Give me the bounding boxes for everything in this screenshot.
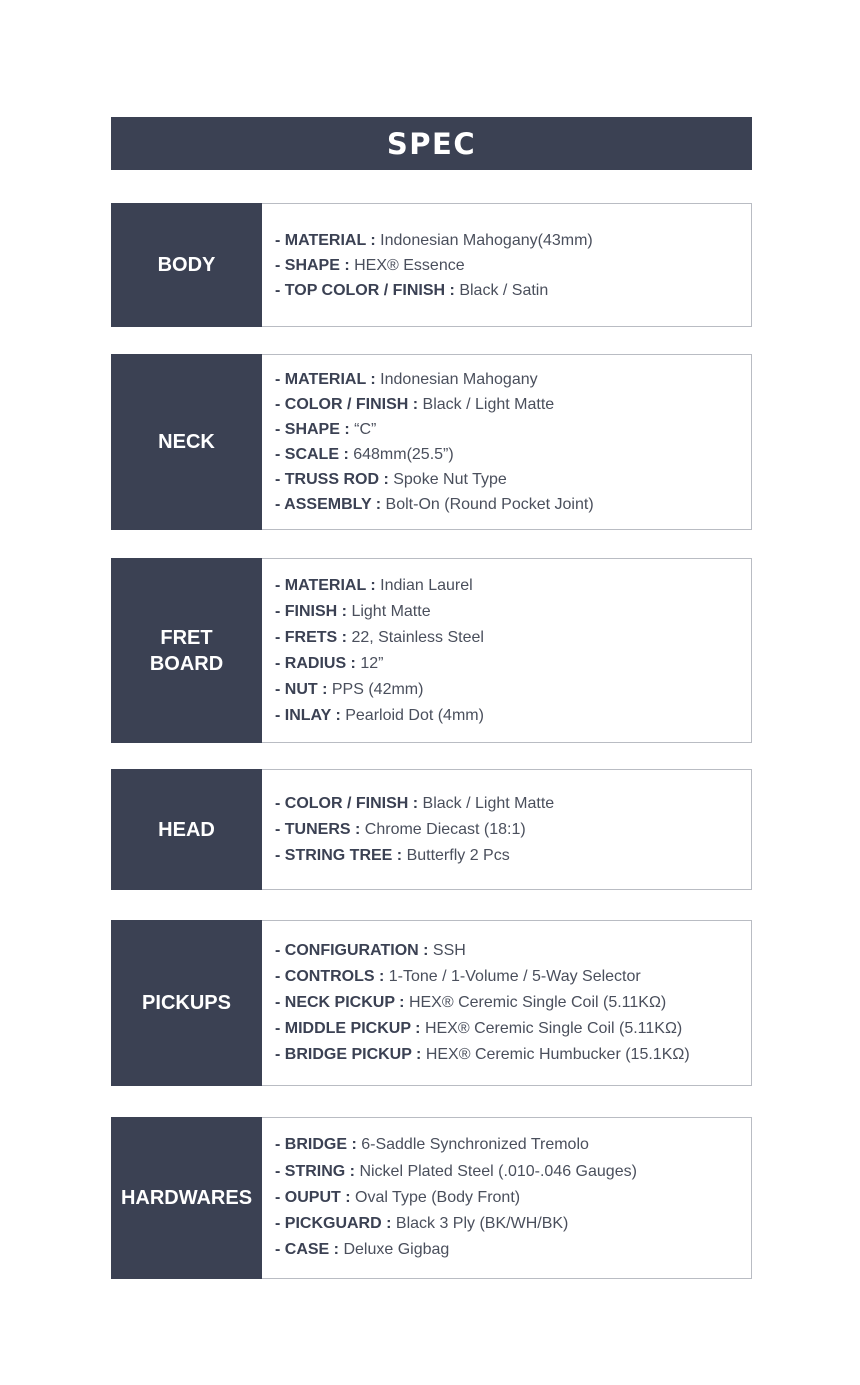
spec-line (275, 442, 751, 467)
spec-key: - COLOR / FINISH : (275, 396, 423, 413)
spec-value: “C” (354, 421, 377, 438)
spec-value: 6-Saddle Synchronized Tremolo (361, 1136, 589, 1154)
spec-line (275, 1159, 751, 1185)
spec-line (275, 367, 751, 392)
spec-key: - OUPUT : (275, 1188, 355, 1206)
section-body (111, 203, 752, 327)
section-label-fretboard: FRET BOARD (111, 558, 262, 743)
spec-value: HEX® Essence (354, 256, 465, 274)
spec-line (275, 228, 751, 253)
spec-key: - MATERIAL : (275, 576, 381, 594)
spec-key: - TOP COLOR / FINISH : (275, 281, 460, 299)
spec-value: 648mm(25.5”) (353, 446, 454, 463)
spec-key: - FINISH : (275, 602, 352, 620)
spec-value: HEX® Ceremic Humbucker (15.1KΩ) (425, 1046, 690, 1063)
spec-key: - ASSEMBLY : (275, 496, 386, 513)
section-content-head (262, 769, 752, 890)
spec-value: Black / Light Matte (422, 794, 555, 812)
section-label-neck: NECK (111, 354, 262, 530)
spec-line (275, 843, 751, 869)
spec-value: Nickel Plated Steel (.010-.046 Gauges) (359, 1162, 637, 1180)
section-label-body: BODY (111, 203, 262, 327)
spec-value: Indonesian Mahogany (380, 371, 538, 388)
spec-value: Black / Light Matte (422, 396, 555, 413)
spec-title: SPEC (386, 126, 477, 161)
spec-line (275, 1237, 751, 1263)
spec-line (275, 417, 751, 442)
section-hardwares (111, 1117, 752, 1279)
spec-value: Oval Type (Body Front) (355, 1188, 521, 1206)
spec-key: - NUT : (275, 680, 332, 698)
spec-line (275, 703, 751, 729)
spec-line (275, 278, 751, 303)
spec-value: Pearloid Dot (4mm) (345, 706, 484, 724)
spec-line (275, 817, 751, 843)
spec-line (275, 1211, 751, 1237)
spec-value: SSH (432, 942, 466, 959)
section-label-pickups: PICKUPS (111, 920, 262, 1086)
section-content-hardwares (262, 1117, 752, 1279)
section-content-pickups (262, 920, 752, 1086)
spec-key: - TRUSS ROD : (275, 471, 394, 488)
spec-key: - CASE : (275, 1241, 344, 1259)
spec-key: - SHAPE : (275, 256, 355, 274)
spec-key: - MIDDLE PICKUP : (275, 1020, 425, 1037)
spec-key: - CONFIGURATION : (275, 942, 433, 959)
spec-value: Butterfly 2 Pcs (406, 846, 510, 864)
spec-value: HEX® Ceremic Single Coil (5.11KΩ) (408, 994, 667, 1011)
spec-key: - PICKGUARD : (275, 1215, 396, 1233)
spec-header (111, 117, 752, 170)
spec-key: - BRIDGE PICKUP : (275, 1046, 426, 1063)
spec-key: - STRING : (275, 1162, 360, 1180)
spec-value: Black 3 Ply (BK/WH/BK) (395, 1215, 569, 1233)
spec-key: - NECK PICKUP : (275, 994, 409, 1011)
spec-line (275, 599, 751, 625)
spec-line (275, 573, 751, 599)
section-content-fretboard (262, 558, 752, 743)
spec-line (275, 964, 751, 990)
spec-line (275, 990, 751, 1016)
spec-value: Black / Satin (459, 281, 549, 299)
spec-value: 12” (360, 654, 384, 672)
spec-line (275, 1132, 751, 1158)
section-label-head: HEAD (111, 769, 262, 890)
spec-key: - INLAY : (275, 706, 346, 724)
spec-value: HEX® Ceremic Single Coil (5.11KΩ) (424, 1020, 683, 1037)
spec-line (275, 1185, 751, 1211)
spec-line (275, 492, 751, 517)
spec-value: Spoke Nut Type (393, 471, 507, 488)
spec-line (275, 467, 751, 492)
spec-line (275, 651, 751, 677)
spec-value: PPS (42mm) (331, 680, 424, 698)
section-content-body (262, 203, 752, 327)
spec-line (275, 791, 751, 817)
spec-key: - FRETS : (275, 628, 352, 646)
section-pickups (111, 920, 752, 1086)
spec-value: Indonesian Mahogany(43mm) (380, 231, 593, 249)
spec-key: - MATERIAL : (275, 231, 381, 249)
spec-line (275, 392, 751, 417)
spec-key: - SCALE : (275, 446, 354, 463)
spec-key: - SHAPE : (275, 421, 355, 438)
section-head (111, 769, 752, 890)
spec-value: Light Matte (351, 602, 431, 620)
spec-key: - CONTROLS : (275, 968, 389, 985)
spec-value: 1-Tone / 1-Volume / 5-Way Selector (388, 968, 641, 985)
spec-line (275, 1016, 751, 1042)
section-content-neck (262, 354, 752, 530)
spec-key: - MATERIAL : (275, 371, 381, 388)
spec-key: - TUNERS : (275, 820, 365, 838)
spec-value: 22, Stainless Steel (351, 628, 484, 646)
section-neck (111, 354, 752, 530)
spec-line (275, 938, 751, 964)
spec-value: Chrome Diecast (18:1) (364, 820, 526, 838)
spec-line (275, 625, 751, 651)
spec-key: - BRIDGE : (275, 1136, 362, 1154)
spec-line (275, 1042, 751, 1068)
section-label-hardwares: HARDWARES (111, 1117, 262, 1279)
spec-line (275, 253, 751, 278)
spec-key: - RADIUS : (275, 654, 361, 672)
spec-key: - COLOR / FINISH : (275, 794, 423, 812)
section-fretboard (111, 558, 752, 743)
spec-value: Bolt-On (Round Pocket Joint) (385, 496, 594, 513)
spec-value: Deluxe Gigbag (343, 1241, 450, 1259)
spec-value: Indian Laurel (380, 576, 473, 594)
spec-key: - STRING TREE : (275, 846, 407, 864)
spec-line (275, 677, 751, 703)
